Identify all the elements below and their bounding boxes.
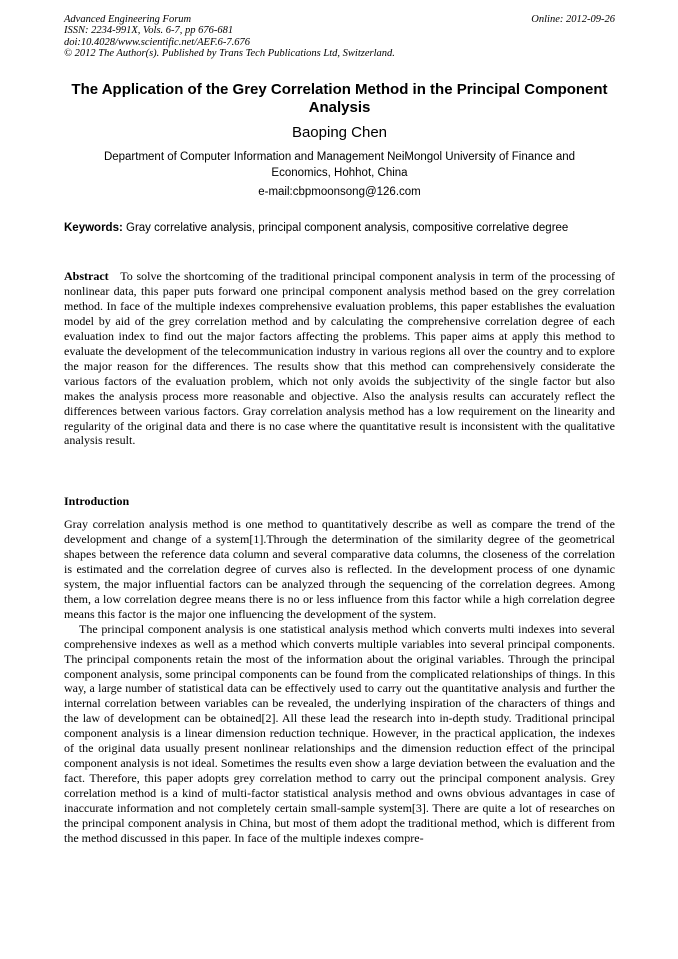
online-date: Online: 2012-09-26	[531, 14, 615, 25]
abstract-text: To solve the shortcoming of the traditional principal component analysis in term of the processing of nonlinear data, this paper puts forward one principal component analysis method based on the grey correlation method. In face of the multiple indexes comprehensive evaluation problems, this paper establishes the evaluation model by aid of the grey correlation method and by calculating the comprehensive correlation degree of each evaluation index to find out the major factors affecting the problems. This paper aims at apply this method to evaluate the development of the telecommunication industry in various regions all over the country and to explore the major reason for the differences. The results show that this method can comprehensively considerate the various factors of the evaluation problem, which not only avoids the subjectivity of the single factor but also makes the analysis process more reasonable and objective. Also the analysis results can accurately reflect the differences between various factors. Gray correlation analysis method has a low requirement on the linearity and regularity of the original data and there is no case where the quantitative result is inconsistent with the qualitative analysis result.	[64, 269, 615, 448]
paper-author: Baoping Chen	[291, 124, 388, 141]
journal-name: Advanced Engineering Forum	[64, 14, 192, 25]
abstract-label: Abstract	[64, 269, 109, 283]
journal-header	[64, 14, 615, 60]
abstract	[64, 269, 615, 448]
keywords-label: Keywords:	[64, 222, 123, 234]
journal-copyright: © 2012 The Author(s). Published by Trans Tech Publications Ltd, Switzerland.	[64, 48, 395, 60]
introduction-heading: Introduction	[64, 494, 130, 508]
keywords	[64, 221, 615, 236]
journal-doi[interactable]: doi:10.4028/www.scientific.net/AEF.6-7.676	[64, 36, 250, 48]
introduction-body	[64, 517, 615, 846]
keywords-text: Gray correlative analysis, principal component analysis, compositive correlative degree	[126, 222, 569, 234]
journal-issn: ISSN: 2234-991X, Vols. 6-7, pp 676-681	[64, 25, 234, 37]
intro-paragraph: Gray correlation analysis method is one method to quantitatively describe as well as compare the trend of the development and change of a system[1].Through the determination of the similarity degree of the geometrical shapes between the reference data column and several comparative data columns, the closeness of the correlation is estimated and the correlation degree of curves also is reflected. In the development process of one dynamic system, the major influential factors can be analyzed through the sequencing of the correlation degrees. Among them, a low correlation degree means there is no or less influence from this factor while a high correlation degree means this factor is the major one influencing the development of the system.	[64, 517, 615, 621]
author-email[interactable]: e-mail:cbpmoonsong@126.com	[258, 186, 421, 198]
intro-paragraph: The principal component analysis is one statistical analysis method which converts multi indexes into several comprehensive indexes as well as a method which converts multiple variables into several principal components. The principal components retain the most of the information about the original variables. Through the principal component analysis, some principal components can be found from the complicated relationships of things. In this way, a large number of statistical data can be effectively used to carry out the quantitative analysis and further the internal correlation between variables can be revealed, the underlying inspiration of the characters of things and the law of development can be obtained[2]. All these lead the research into in-depth study. Traditional principal component analysis is a linear dimension reduction technique. However, in the practical application, the indexes of the original data usually present nonlinear relationships and the dimension reduction effect of the principal component analysis is not ideal. Sometimes the results even show a large deviation between the evaluation and the fact. Therefore, this paper adopts grey correlation method to carry out the principal component analysis. Grey correlation method is a kind of multi-factor statistical analysis method and owns obvious advantages in case of inaccurate information and not completely certain small-sample system[3]. There are quite a lot of researches on the principal component analysis in China, but most of them adopt the traditional method, which is different from the method discussed in this paper. In face of the multiple indexes compre-	[64, 621, 615, 846]
author-affiliation: Department of Computer Information and Management NeiMongol University of Finance and Economics, Hohhot, China	[103, 151, 576, 179]
paper-title: The Application of the Grey Correlation Method in the Principal Component Analysis	[71, 81, 608, 116]
